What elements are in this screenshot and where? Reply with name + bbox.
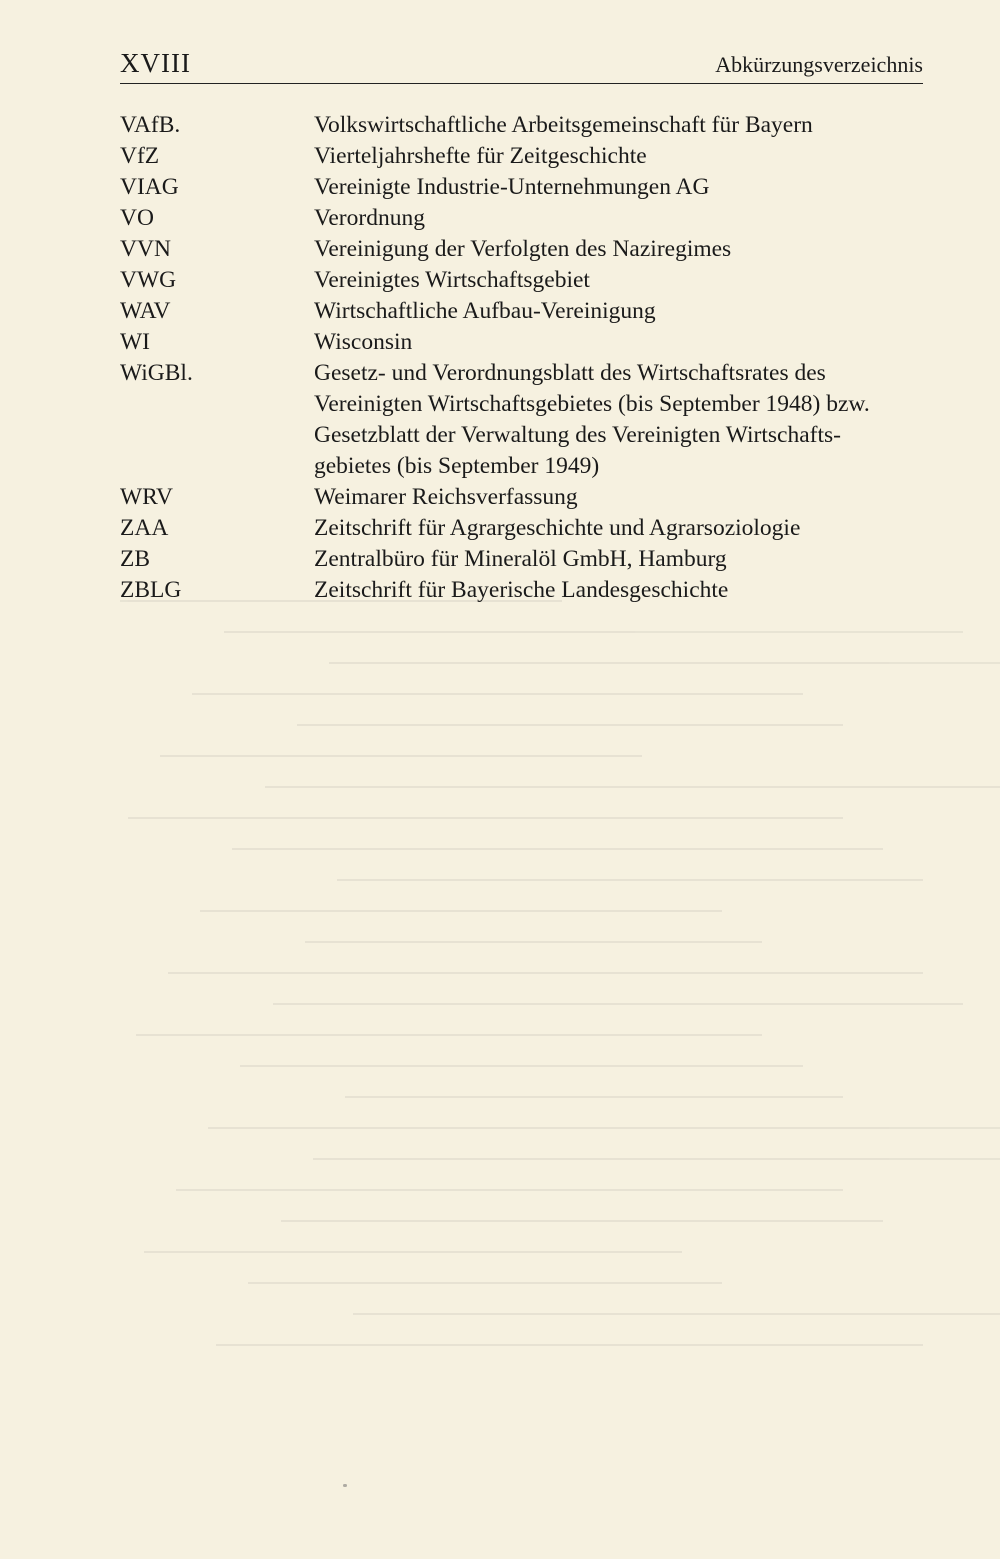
abbreviation-term: VAfB. (120, 112, 181, 138)
show-through-line (297, 724, 843, 726)
abbreviation-expansion (314, 513, 920, 544)
expansion-line: Verordnung (314, 205, 425, 231)
expansion-line: Vereinigte Industrie-Unternehmungen AG (314, 174, 710, 200)
abbreviation-entry (120, 327, 920, 358)
show-through-line (337, 879, 923, 881)
show-through-line (313, 1158, 1000, 1160)
abbreviation-expansion (314, 296, 920, 327)
show-through-line (168, 972, 923, 974)
abbreviation-expansion (314, 544, 920, 575)
abbreviation-term: ZB (120, 546, 151, 572)
expansion-line: Gesetzblatt der Verwaltung des Vereinigten Wirtschafts- (314, 422, 841, 448)
abbreviation-entry (120, 265, 920, 296)
paper-speck (343, 1484, 347, 1487)
section-title: Abkürzungsverzeichnis (715, 52, 923, 77)
running-head (120, 48, 923, 84)
show-through-line (265, 786, 1000, 788)
abbreviation-expansion (314, 141, 920, 172)
show-through-line (353, 1313, 1000, 1315)
abbreviation-expansion (314, 234, 920, 265)
expansion-line: Wisconsin (314, 329, 413, 355)
abbreviation-expansion (314, 358, 920, 482)
abbreviation-expansion (314, 203, 920, 234)
abbreviation-term: ZAA (120, 515, 169, 541)
abbreviation-entry (120, 141, 920, 172)
show-through-line (281, 1220, 883, 1222)
show-through-line (248, 1282, 722, 1284)
show-through-line (305, 941, 763, 943)
abbreviation-term: VVN (120, 236, 171, 262)
abbreviation-term: WRV (120, 484, 173, 510)
abbreviation-entry (120, 544, 920, 575)
abbreviation-expansion (314, 482, 920, 513)
show-through-line (345, 1096, 843, 1098)
abbreviation-term: WiGBl. (120, 360, 193, 386)
abbreviation-term: VWG (120, 267, 177, 293)
abbreviation-expansion (314, 575, 920, 606)
abbreviation-entry (120, 513, 920, 544)
abbreviation-expansion (314, 172, 920, 203)
abbreviation-term: VfZ (120, 143, 160, 169)
abbreviation-term: ZBLG (120, 577, 182, 603)
show-through-line (240, 1065, 802, 1067)
show-through-line (232, 848, 882, 850)
show-through-line (216, 1344, 923, 1346)
expansion-line: Volkswirtschaftliche Arbeitsgemeinschaft für Bayern (314, 112, 813, 138)
expansion-line: Vereinigten Wirtschaftsgebietes (bis September 1948) bzw. (314, 391, 870, 417)
header-rule (120, 83, 923, 84)
expansion-line: Gesetz- und Verordnungsblatt des Wirtschaftsrates des (314, 360, 826, 386)
expansion-line: Zeitschrift für Agrargeschichte und Agrarsoziologie (314, 515, 801, 541)
show-through-line (273, 1003, 964, 1005)
expansion-line: Zentralbüro für Mineralöl GmbH, Hamburg (314, 546, 727, 572)
show-through-line (200, 910, 722, 912)
show-through-line (128, 817, 843, 819)
show-through-text (120, 600, 923, 1380)
show-through-line (224, 631, 963, 633)
show-through-line (144, 1251, 682, 1253)
abbreviation-list (120, 110, 920, 606)
show-through-line (136, 1034, 762, 1036)
page-number: XVIII (120, 48, 191, 78)
show-through-line (192, 693, 802, 695)
abbreviation-entry (120, 575, 920, 606)
expansion-line: Wirtschaftliche Aufbau-Vereinigung (314, 298, 656, 324)
abbreviation-entry (120, 234, 920, 265)
abbreviation-expansion (314, 110, 920, 141)
show-through-line (329, 662, 1000, 664)
abbreviation-entry (120, 358, 920, 482)
abbreviation-entry (120, 172, 920, 203)
expansion-line: Vereinigtes Wirtschaftsgebiet (314, 267, 590, 293)
show-through-line (160, 755, 642, 757)
abbreviation-entry (120, 482, 920, 513)
abbreviation-term: VO (120, 205, 154, 231)
abbreviation-term: WI (120, 329, 151, 355)
abbreviation-term: VIAG (120, 174, 179, 200)
abbreviation-entry (120, 203, 920, 234)
expansion-line: gebietes (bis September 1949) (314, 453, 600, 479)
abbreviation-term: WAV (120, 298, 171, 324)
abbreviation-expansion (314, 265, 920, 296)
expansion-line: Vereinigung der Verfolgten des Naziregimes (314, 236, 732, 262)
expansion-line: Zeitschrift für Bayerische Landesgeschichte (314, 577, 729, 603)
abbreviation-entry (120, 296, 920, 327)
expansion-line: Weimarer Reichsverfassung (314, 484, 578, 510)
show-through-line (176, 1189, 842, 1191)
abbreviation-expansion (314, 327, 920, 358)
abbreviation-entry (120, 110, 920, 141)
expansion-line: Vierteljahrshefte für Zeitgeschichte (314, 143, 647, 169)
show-through-line (208, 1127, 1000, 1129)
